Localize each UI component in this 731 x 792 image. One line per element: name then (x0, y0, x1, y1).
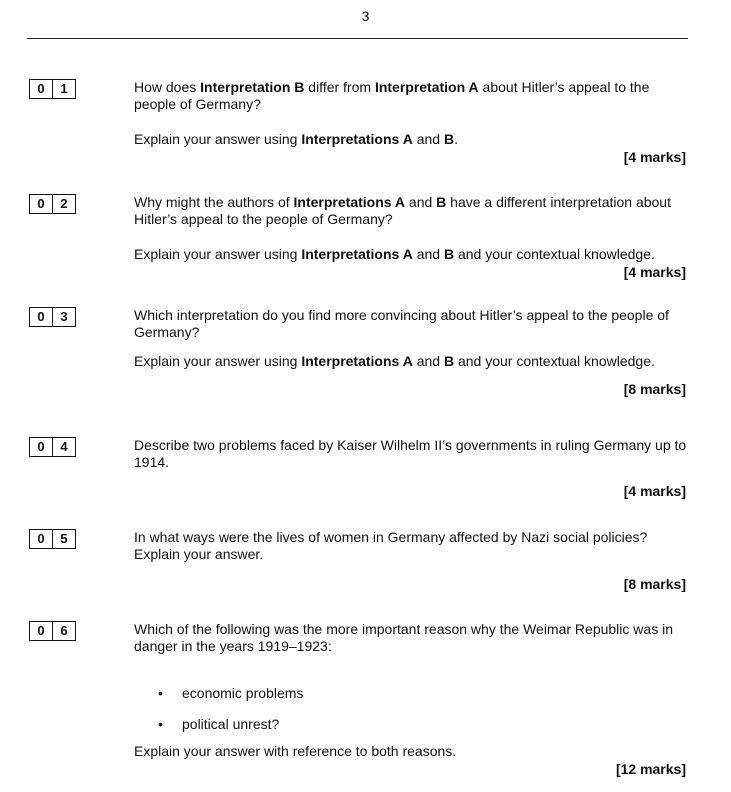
marks-label: [4 marks] (623, 483, 686, 499)
page-number: 3 (361, 8, 370, 24)
header-rule (27, 38, 688, 39)
question-text: Which of the following was the more important reason why the Weimar Republic was in danger in the years 1919–1923: (134, 621, 673, 654)
question-instruction: Explain your answer using Interpretations A and B and your contextual knowledge. (134, 353, 655, 369)
question-digit: 5 (52, 530, 75, 548)
question-digit: 2 (52, 195, 75, 213)
question-text: Describe two problems faced by Kaiser Wilhelm II’s governments in ruling Germany up to 1914. (134, 437, 687, 470)
bullet-icon: • (158, 716, 163, 732)
marks-label: [4 marks] (623, 149, 686, 165)
question-number-box (29, 79, 76, 99)
marks-label: [4 marks] (623, 264, 686, 280)
bullet-item: • political unrest? (158, 716, 280, 732)
question-digit: 0 (37, 531, 45, 546)
question-number-box (29, 437, 76, 457)
bullet-item: • economic problems (158, 685, 304, 701)
bullet-icon: • (158, 685, 163, 701)
question-digit: 0 (37, 309, 45, 324)
question-digit: 0 (37, 196, 45, 211)
question-instruction: Explain your answer with reference to both reasons. (134, 743, 457, 759)
question-digit: 0 (37, 439, 45, 454)
question-digit: 0 (37, 81, 45, 96)
question-instruction: Explain your answer using Interpretations A and B. (134, 131, 458, 147)
question-text: Why might the authors of Interpretations A and B have a different interpretation about Hitler’s appeal to the people of Germany? (134, 194, 671, 227)
question-number-box (29, 307, 76, 327)
question-instruction: Explain your answer using Interpretations A and B and your contextual knowledge. (134, 246, 655, 262)
question-digit: 6 (52, 622, 75, 640)
question-text: How does Interpretation B differ from Interpretation A about Hitler’s appeal to the people of Germany? (134, 79, 650, 112)
marks-label: [8 marks] (623, 381, 686, 397)
marks-label: [12 marks] (615, 761, 686, 777)
question-number-box (29, 194, 76, 214)
question-number-box (29, 621, 76, 641)
question-digit: 4 (52, 438, 75, 456)
question-digit: 1 (52, 80, 75, 98)
question-number-box (29, 529, 76, 549)
question-text: In what ways were the lives of women in Germany affected by Nazi social policies? Explain your answer. (134, 529, 648, 562)
question-digit: 3 (52, 308, 75, 326)
marks-label: [8 marks] (623, 576, 686, 592)
question-digit: 0 (37, 623, 45, 638)
question-text: Which interpretation do you find more convincing about Hitler’s appeal to the people of Germany? (134, 307, 669, 340)
